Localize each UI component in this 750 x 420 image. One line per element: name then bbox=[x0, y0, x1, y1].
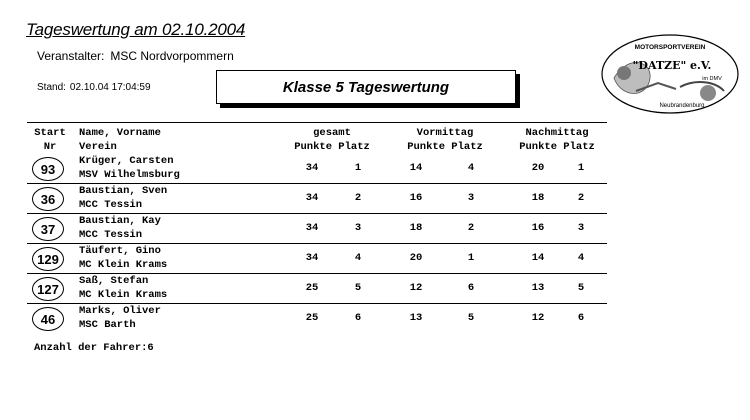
col-name-header bbox=[79, 126, 161, 154]
vormittag-place: 2 bbox=[467, 222, 475, 234]
vormittag-points: 18 bbox=[409, 222, 423, 234]
col-gesamt-label: gesamt bbox=[313, 127, 351, 139]
start-number-badge: 37 bbox=[32, 217, 64, 241]
nachmittag-points: 18 bbox=[531, 192, 545, 204]
col-gesamt-sub: Punkte Platz bbox=[294, 141, 370, 153]
vormittag-points: 20 bbox=[409, 252, 423, 264]
start-number-badge: 36 bbox=[32, 187, 64, 211]
stand-value: 02.10.04 17:04:59 bbox=[69, 82, 151, 93]
table-row bbox=[27, 184, 607, 214]
gesamt-place: 4 bbox=[354, 252, 362, 264]
col-start-header bbox=[30, 126, 70, 154]
vormittag-points: 14 bbox=[409, 162, 423, 174]
vormittag-points: 13 bbox=[409, 312, 423, 324]
vormittag-place: 6 bbox=[467, 282, 475, 294]
driver-name: Täufert, Gino bbox=[79, 245, 161, 257]
col-start-line2: Nr bbox=[43, 141, 57, 153]
driver-count bbox=[34, 342, 154, 354]
driver-club: MCC Tessin bbox=[79, 199, 143, 211]
driver-name: Baustian, Kay bbox=[79, 215, 161, 227]
col-name-line2: Verein bbox=[79, 141, 117, 153]
driver-count-value: 6 bbox=[147, 342, 154, 354]
gesamt-points: 25 bbox=[305, 282, 319, 294]
col-vormittag-label: Vormittag bbox=[416, 127, 474, 139]
driver-club: MC Klein Krams bbox=[79, 259, 168, 271]
driver-club: MC Klein Krams bbox=[79, 289, 168, 301]
driver-count-label: Anzahl der Fahrer: bbox=[34, 342, 148, 354]
club-logo bbox=[600, 33, 740, 115]
col-gesamt-header bbox=[284, 126, 380, 154]
nachmittag-place: 2 bbox=[577, 192, 585, 204]
col-nachmittag-sub: Punkte Platz bbox=[519, 141, 595, 153]
gesamt-place: 3 bbox=[354, 222, 362, 234]
nachmittag-points: 13 bbox=[531, 282, 545, 294]
header-divider bbox=[27, 122, 607, 123]
gesamt-points: 34 bbox=[305, 162, 319, 174]
nachmittag-place: 6 bbox=[577, 312, 585, 324]
logo-text-side: im DMV bbox=[702, 76, 722, 82]
nachmittag-place: 3 bbox=[577, 222, 585, 234]
organizer bbox=[37, 49, 234, 63]
organizer-value: MSC Nordvorpommern bbox=[110, 49, 234, 63]
gesamt-place: 2 bbox=[354, 192, 362, 204]
gesamt-points: 34 bbox=[305, 222, 319, 234]
gesamt-points: 34 bbox=[305, 252, 319, 264]
nachmittag-points: 12 bbox=[531, 312, 545, 324]
col-start-line1: Start bbox=[34, 127, 66, 139]
page-title: Tageswertung am 02.10.2004 bbox=[26, 20, 246, 39]
nachmittag-points: 20 bbox=[531, 162, 545, 174]
col-nachmittag-header bbox=[509, 126, 605, 154]
start-number-badge: 46 bbox=[32, 307, 64, 331]
table-row bbox=[27, 154, 607, 184]
stand-label: Stand: bbox=[37, 82, 66, 93]
vormittag-place: 1 bbox=[467, 252, 475, 264]
start-number-badge: 127 bbox=[32, 277, 64, 301]
driver-name: Baustian, Sven bbox=[79, 185, 168, 197]
table-row bbox=[27, 274, 607, 304]
col-name-line1: Name, Vorname bbox=[79, 127, 161, 139]
gesamt-points: 34 bbox=[305, 192, 319, 204]
gesamt-place: 6 bbox=[354, 312, 362, 324]
table-row bbox=[27, 304, 607, 333]
start-number-badge: 93 bbox=[32, 157, 64, 181]
nachmittag-place: 5 bbox=[577, 282, 585, 294]
driver-club: MCC Tessin bbox=[79, 229, 143, 241]
vormittag-points: 16 bbox=[409, 192, 423, 204]
gesamt-place: 5 bbox=[354, 282, 362, 294]
logo-text-top: MOTORSPORTVEREIN bbox=[634, 44, 706, 51]
gesamt-place: 1 bbox=[354, 162, 362, 174]
driver-club: MSV Wilhelmsburg bbox=[79, 169, 180, 181]
organizer-label: Veranstalter: bbox=[37, 49, 105, 63]
nachmittag-place: 1 bbox=[577, 162, 585, 174]
table-row bbox=[27, 244, 607, 274]
vormittag-place: 5 bbox=[467, 312, 475, 324]
nachmittag-place: 4 bbox=[577, 252, 585, 264]
driver-name: Saß, Stefan bbox=[79, 275, 149, 287]
gesamt-points: 25 bbox=[305, 312, 319, 324]
driver-name: Krüger, Carsten bbox=[79, 155, 174, 167]
col-vormittag-header bbox=[397, 126, 493, 154]
col-vormittag-sub: Punkte Platz bbox=[407, 141, 483, 153]
driver-name: Marks, Oliver bbox=[79, 305, 161, 317]
col-nachmittag-label: Nachmittag bbox=[525, 127, 589, 139]
vormittag-place: 3 bbox=[467, 192, 475, 204]
nachmittag-points: 14 bbox=[531, 252, 545, 264]
logo-text-main: "DATZE" e.V. bbox=[632, 59, 712, 72]
start-number-badge: 129 bbox=[32, 247, 64, 271]
vormittag-place: 4 bbox=[467, 162, 475, 174]
class-title: Klasse 5 Tageswertung bbox=[282, 78, 450, 96]
driver-club: MSC Barth bbox=[79, 319, 136, 331]
vormittag-points: 12 bbox=[409, 282, 423, 294]
class-title-box bbox=[216, 70, 516, 104]
table-row bbox=[27, 214, 607, 244]
timestamp bbox=[37, 82, 151, 93]
nachmittag-points: 16 bbox=[531, 222, 545, 234]
logo-text-bottom: Neubrandenburg bbox=[659, 103, 705, 109]
